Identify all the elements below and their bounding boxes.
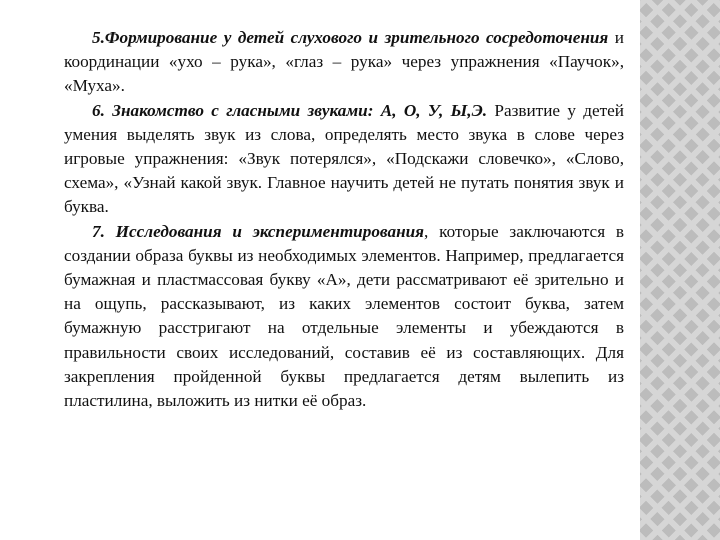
paragraph-heading: 6. Знакомство с гласными звуками: А, О, У, Ы,Э. [92, 100, 488, 120]
decorative-pattern-strip [640, 0, 720, 540]
paragraph-item-5 [64, 26, 624, 99]
paragraph-body: Развитие у детей умения выделять звук из слова, определять место звука в слове через игровые упражнения: «Звук потерялся», «Подскажи словечко», «Слово, схема», «Узнай какой звук. Главное научить детей не путать понятия звук и буква. [64, 100, 624, 217]
paragraph-heading: 7. Исследования и экспериментирования [92, 221, 425, 241]
paragraph-item-7 [64, 220, 624, 414]
paragraph-item-6 [64, 99, 624, 220]
slide-text-body [64, 26, 624, 413]
paragraph-heading: 5.Формирование у детей слухового и зрительного сосредоточения [92, 28, 609, 47]
paragraph-body: , которые заключаются в создании образа буквы из необходимых элементов. Например, предлагается бумажная и пластмассовая букву «А», дети рассматривают её зрительно и на ощупь, рассказывают, из каких элементов состоит буква, затем бумажную расстригают на отдельные элементы и убеждаются в правильности своих исследований, составив её из составляющих. Для закрепления пройденной буквы предлагается детям вылепить из пластилина, выложить из нитки её образ. [64, 221, 625, 411]
paragraph-body: и координации «ухо – рука», «глаз – рука» через упражнения «Паучок», «Муха». [64, 28, 624, 96]
